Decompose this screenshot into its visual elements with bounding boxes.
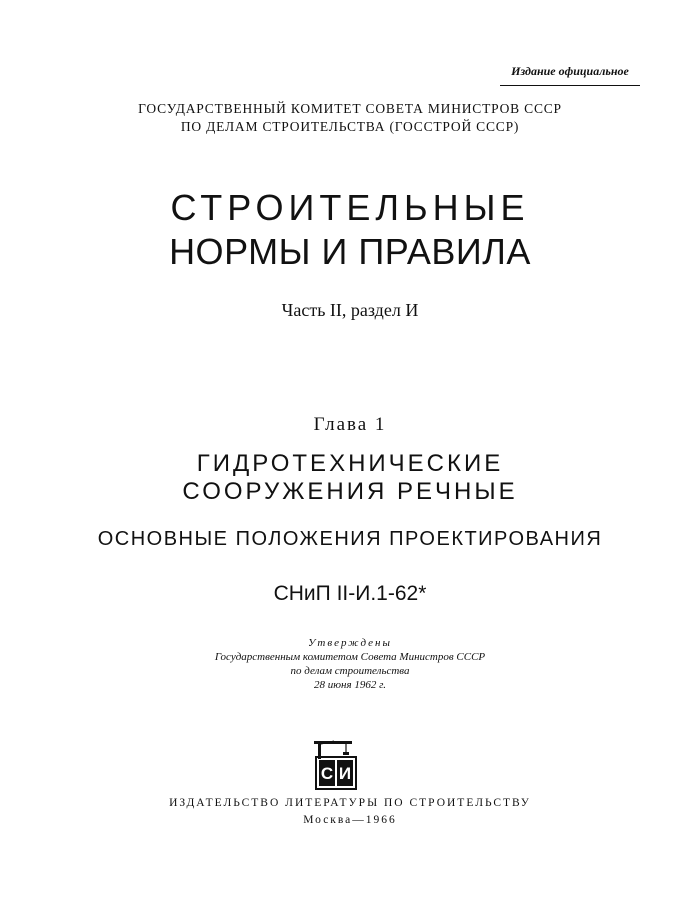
logo-letter-i: И <box>338 764 352 783</box>
approval-line-1: Утверждены <box>308 637 392 649</box>
approval-date: 28 июня 1962 г. <box>314 679 386 691</box>
logo-letter-s: С <box>320 764 334 783</box>
publisher-city-year: Москва—1966 <box>303 814 397 826</box>
title-line-1: СТРОИТЕЛЬНЫЕ <box>170 187 530 228</box>
title-line-2: НОРМЫ И ПРАВИЛА <box>169 231 531 272</box>
edition-note: Издание официальное <box>500 64 640 86</box>
approval-line-3: по делам строительства <box>290 665 410 677</box>
chapter-subtitle: ОСНОВНЫЕ ПОЛОЖЕНИЯ ПРОЕКТИРОВАНИЯ <box>97 528 603 550</box>
chapter-label: Глава 1 <box>313 414 387 435</box>
approval-line-2: Государственным комитетом Совета Министров СССР <box>214 651 486 663</box>
chapter-title-line-2: СООРУЖЕНИЯ РЕЧНЫЕ <box>182 478 518 505</box>
authority-line-1: ГОСУДАРСТВЕННЫЙ КОМИТЕТ СОВЕТА МИНИСТРОВ СССР <box>138 101 562 116</box>
chapter-title <box>0 450 700 506</box>
publisher-block <box>0 795 700 829</box>
approval-note <box>0 636 700 692</box>
chapter-title-line-1: ГИДРОТЕХНИЧЕСКИЕ <box>196 450 504 477</box>
document-title <box>0 186 700 274</box>
part-section: Часть II, раздел И <box>281 300 419 320</box>
authority-line-2: ПО ДЕЛАМ СТРОИТЕЛЬСТВА (ГОССТРОЙ СССР) <box>180 119 520 134</box>
issuing-authority <box>0 100 700 136</box>
document-code: СНиП II-И.1-62* <box>273 582 427 605</box>
publisher-name: ИЗДАТЕЛЬСТВО ЛИТЕРАТУРЫ ПО СТРОИТЕЛЬСТВУ <box>169 797 531 809</box>
crane-si-logo-icon <box>312 737 360 791</box>
